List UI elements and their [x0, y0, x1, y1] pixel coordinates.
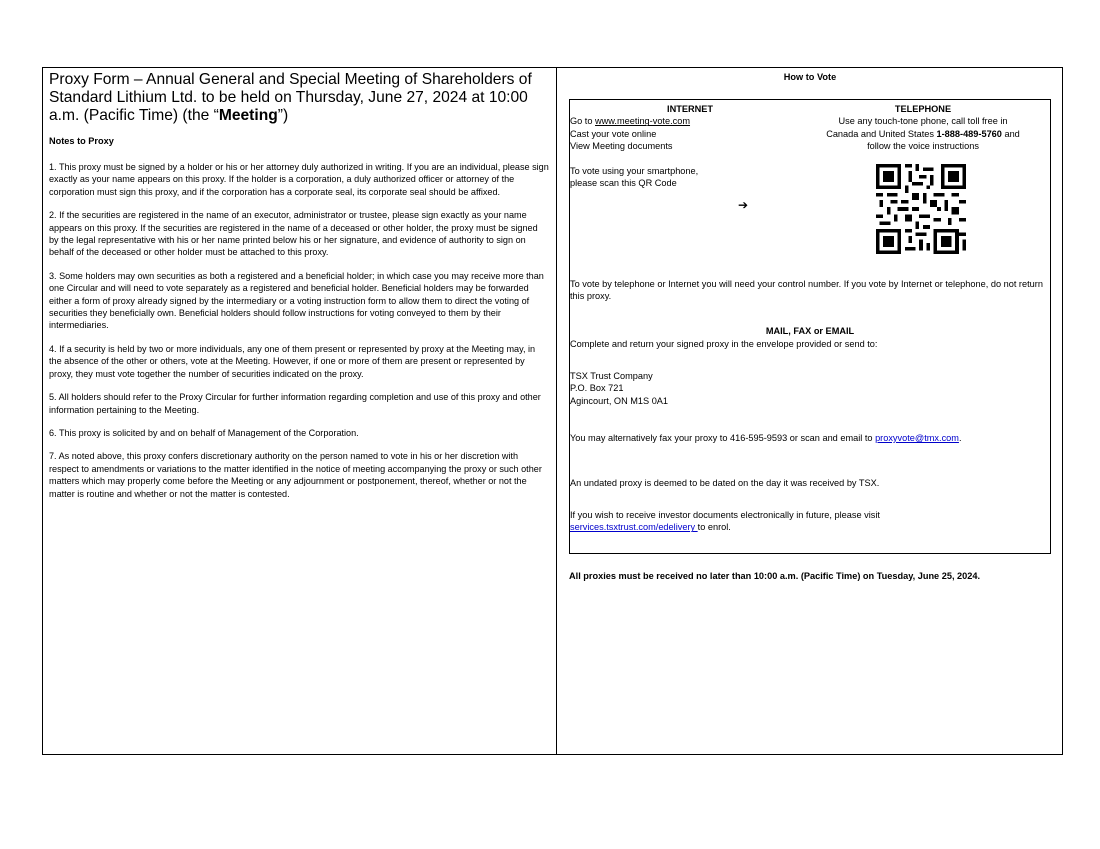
form-title	[49, 71, 549, 125]
telephone-line-2-suffix: and	[1001, 128, 1020, 139]
smartphone-line-1: To vote using your smartphone,	[570, 166, 699, 177]
qr-code-icon[interactable]	[876, 163, 966, 255]
internet-section	[570, 103, 810, 190]
title-suffix: ”)	[277, 107, 289, 124]
note-4: 4. If a security is held by two or more individuals, any one of them present or represented by proxy at the Meeting may, in the absence of the other or others, vote at the Meeting. However, if one or more of them are present or represented by proxy, they must vote together the number of securities indicated on the proxy.	[49, 343, 536, 379]
telephone-line-1: Use any touch-tone phone, call toll free in	[838, 116, 1008, 127]
deadline-notice: All proxies must be received no later than 10:00 a.m. (Pacific Time) on Tuesday, June 25, 2024.	[569, 571, 981, 581]
edelivery-prefix: If you wish to receive investor documents electronically in future, please visit	[570, 510, 880, 520]
note-1: 1. This proxy must be signed by a holder or his or her attorney duly authorized in writing. If you are an individual, please sign exactly as your name appears on this proxy. If the holder is a corporation, a duly authorized officer or attorney of the corporation must sign this proxy, and if the corporation has a corporate seal, its corporate seal should be affixed.	[49, 162, 549, 197]
edelivery-line-2	[570, 521, 1048, 533]
telephone-section	[798, 103, 1048, 153]
proxy-form-frame	[42, 67, 1063, 755]
undated-proxy-text: An undated proxy is deemed to be dated on the day it was received by TSX.	[570, 478, 880, 488]
note-5: 5. All holders should refer to the Proxy Circular for further information regarding completion and use of this proxy and other information pertaining to the Meeting.	[49, 392, 541, 415]
edelivery-link[interactable]: services.tsxtrust.com/edelivery	[570, 522, 698, 533]
note-7: 7. As noted above, this proxy confers discretionary authority on the person named to vote in his or her discretion with respect to amendments or variations to the matter identified in the notice of meeting accompanying the proxy or such other matters which may properly come before the Meeting or any adjournment or postponement, thereof, whether or not the matter is routine and whether or not the matter is contested.	[49, 451, 542, 499]
mail-fax-email-heading: MAIL, FAX or EMAIL	[765, 326, 855, 336]
phone-number: 1-888-489-5760	[936, 128, 1002, 139]
mailing-address	[570, 370, 1048, 407]
internet-cast-vote: Cast your vote online	[570, 128, 657, 139]
address-line-3: Agincourt, ON M1S 0A1	[570, 395, 669, 406]
telephone-heading: TELEPHONE	[894, 104, 952, 114]
title-text: Proxy Form – Annual General and Special Meeting of Shareholders of Standard Lithium Ltd. to be held on Thursday, June 27, 2024 at 10:00 a.m. (Pacific Time) (the “	[49, 71, 532, 124]
note-6: 6. This proxy is solicited by and on behalf of Management of the Corporation.	[49, 427, 359, 438]
telephone-line-2-prefix: Canada and United States	[826, 128, 937, 139]
meeting-vote-link[interactable]: www.meeting-vote.com	[595, 116, 691, 127]
title-bold: Meeting	[218, 107, 278, 124]
telephone-line-3: follow the voice instructions	[867, 141, 979, 152]
goto-prefix: Go to	[570, 116, 596, 127]
control-number-text: To vote by telephone or Internet you will need your control number. If you vote by Internet or telephone, do not return this proxy.	[570, 279, 1043, 302]
how-to-vote-heading: How to Vote	[783, 72, 837, 82]
voting-methods-box	[569, 99, 1051, 554]
address-line-2: P.O. Box 721	[570, 383, 624, 394]
fax-email-text	[570, 432, 1048, 444]
internet-heading: INTERNET	[667, 104, 713, 114]
telephone-line-2	[798, 128, 1048, 140]
address-line-1: TSX Trust Company	[570, 371, 653, 381]
arrow-right-icon: ➔	[738, 198, 749, 212]
proxyvote-email-link[interactable]: proxyvote@tmx.com	[875, 433, 959, 443]
mail-instruction: Complete and return your signed proxy in the envelope provided or send to:	[570, 339, 878, 349]
note-2: 2. If the securities are registered in the name of an executor, administrator or trustee, please sign exactly as your name appears on this proxy. If the securities are registered in the name of a deceased or other holder, the proxy must be signed by the legal representative with his or her name printed below his or her signature, and evidence of authority to sign on behalf of the deceased or other holder must be attached to this proxy.	[49, 210, 538, 258]
fax-prefix: You may alternatively fax your proxy to 416-595-9593 or scan and email to	[570, 433, 876, 443]
edelivery-text	[570, 509, 1048, 534]
edelivery-suffix: to enrol.	[697, 522, 731, 533]
fax-suffix: .	[958, 433, 962, 443]
smartphone-line-2: please scan this QR Code	[570, 178, 677, 189]
internet-view-docs: View Meeting documents	[570, 141, 673, 152]
note-3: 3. Some holders may own securities as both a registered and a beneficial holder; in which case you may receive more than one Circular and will need to vote separately as a registered and beneficial holder. Beneficial holders may be forwarded either a form of proxy already signed by the intermediary or a voting instruction form to allow them to direct the voting of securities they beneficially own. Beneficial holders should follow instructions for voting conveyed to them by their intermediaries.	[49, 270, 544, 331]
internet-goto	[570, 115, 810, 127]
notes-heading: Notes to Proxy	[49, 136, 114, 146]
left-column	[49, 71, 549, 511]
right-column	[557, 68, 1063, 754]
